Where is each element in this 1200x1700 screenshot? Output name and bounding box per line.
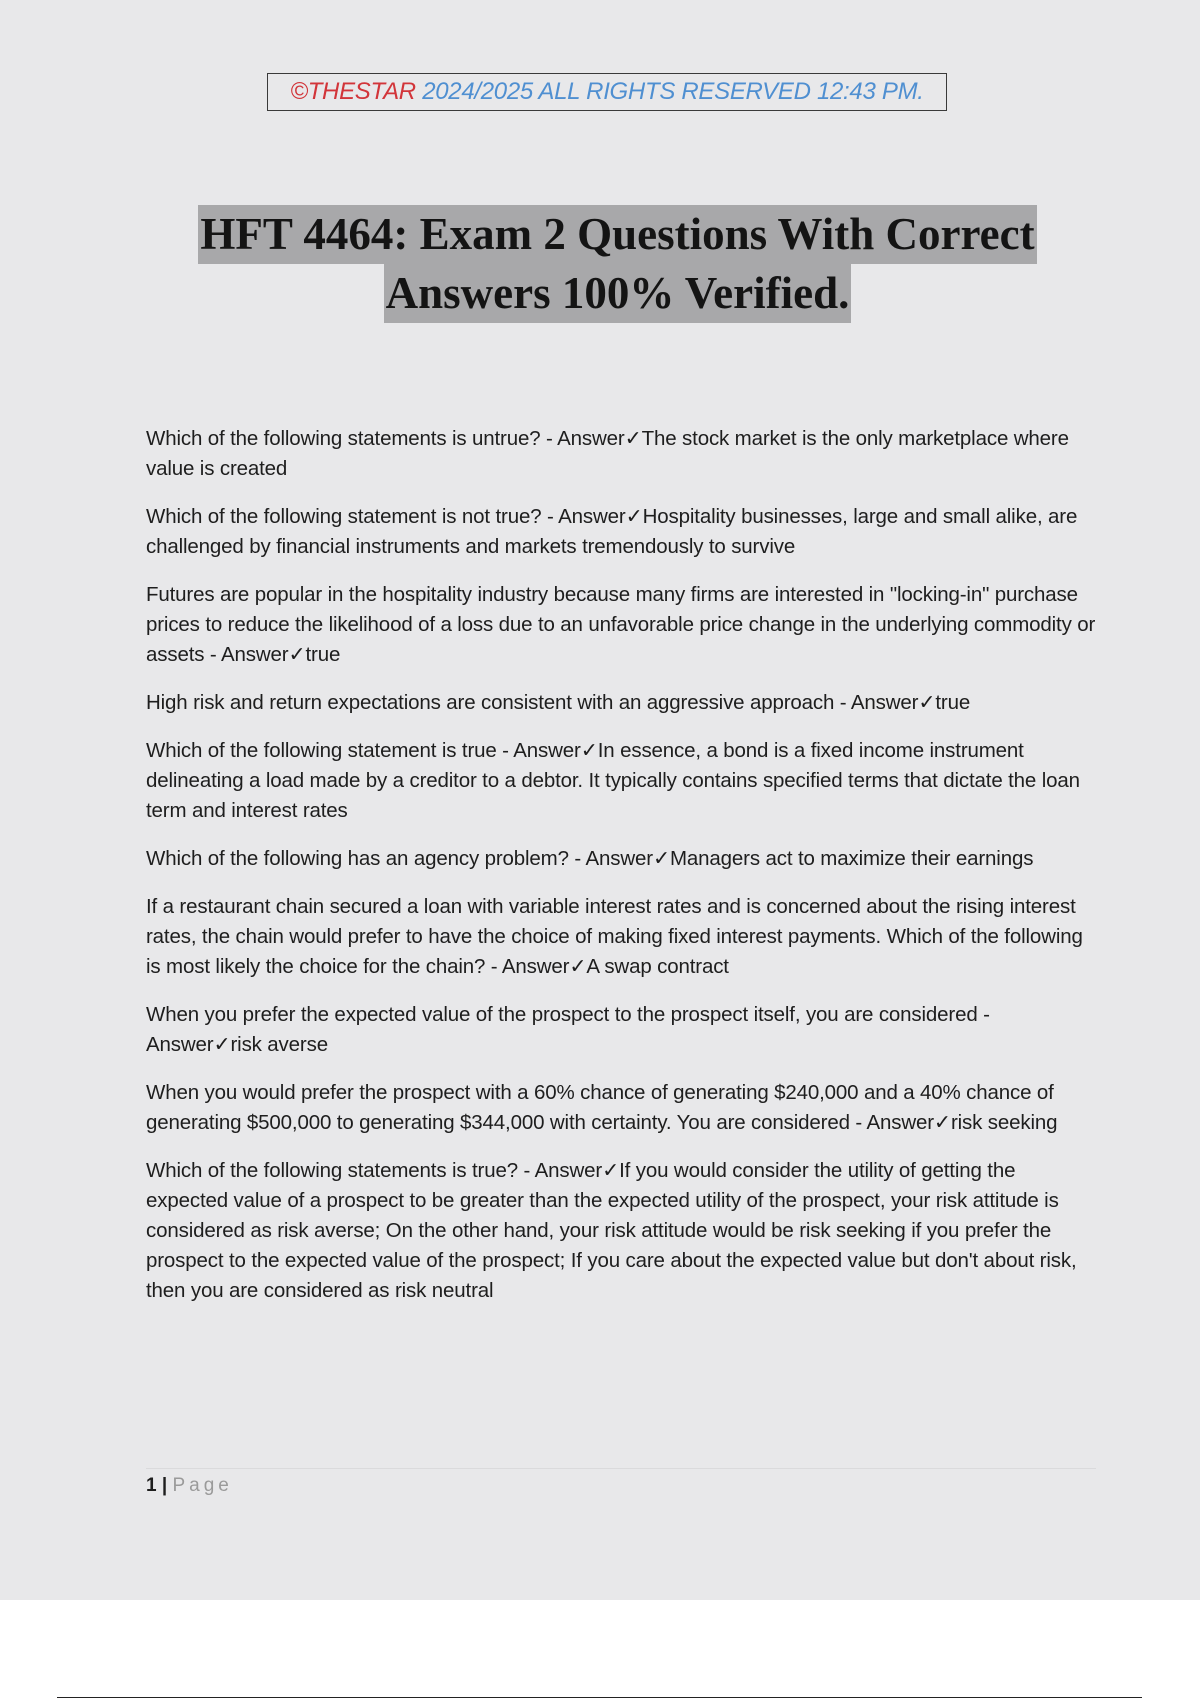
qa-item (146, 892, 1096, 982)
qa-item (146, 1156, 1096, 1306)
answer-marker: - Answer✓ (204, 643, 306, 666)
answer-marker: - Answer✓ (518, 1159, 620, 1182)
answer-marker: - Answer✓ (485, 955, 587, 978)
qa-item (146, 844, 1096, 874)
question-text: Which of the following statement is not true? (146, 505, 542, 528)
answer-marker: - Answer✓ (496, 739, 598, 762)
answer-marker: - Answer✓ (540, 427, 642, 450)
answer-marker: - Answer✓ (834, 691, 936, 714)
answer-text: risk averse (230, 1033, 328, 1056)
qa-item (146, 580, 1096, 670)
qa-item (146, 502, 1096, 562)
bottom-divider (57, 1697, 1142, 1698)
answer-marker: - Answer✓ (568, 847, 670, 870)
answer-marker: - Answer✓ (541, 505, 643, 528)
question-text: When you would prefer the prospect with a 60% chance of generating $240,000 and a 40% chance of generating $500,000 to generating $344,000 with certainty. You are considered (146, 1081, 1054, 1134)
qa-item (146, 424, 1096, 484)
question-text: Which of the following statements is true? (146, 1159, 518, 1182)
qa-item (146, 736, 1096, 826)
copyright-header (267, 73, 947, 111)
page-number: 1 (146, 1475, 157, 1496)
answer-text: true (935, 691, 971, 714)
question-text: Which of the following statements is untrue? (146, 427, 541, 450)
copyright-text: 2024/2025 ALL RIGHTS RESERVED 12:43 PM. (415, 78, 924, 105)
page-separator: | (156, 1475, 173, 1496)
qa-item (146, 1000, 1096, 1060)
question-text: Futures are popular in the hospitality industry because many firms are interested in "locking-in" purchase prices to reduce the likelihood of a loss due to an unfavorable price change in the underlying commodity or assets (146, 583, 1096, 666)
question-text: When you prefer the expected value of the prospect to the prospect itself, you are considered (146, 1003, 978, 1026)
answer-text: Managers act to maximize their earnings (670, 847, 1034, 870)
answer-marker: - Answer✓ (146, 1003, 990, 1056)
answer-text: If you would consider the utility of getting the expected value of a prospect to be greater than the expected utility of the prospect, your risk attitude is considered as risk averse; On the other hand, your risk attitude would be risk seeking if you prefer the prospect to the expected value of the prospect; If you care about the expected value but don't about risk, then you are considered as risk neutral (146, 1159, 1077, 1302)
page-label: Page (172, 1475, 233, 1496)
answer-text: The stock market is the only marketplace where value is created (146, 427, 1069, 480)
title-line-1: HFT 4464: Exam 2 Questions With Correct (198, 205, 1036, 264)
question-text: If a restaurant chain secured a loan with variable interest rates and is concerned about the rising interest rates, the chain would prefer to have the choice of making fixed interest payments. Which of the following is most likely the choice for the chain? (146, 895, 1083, 978)
question-text: High risk and return expectations are consistent with an aggressive approach (146, 691, 835, 714)
page-footer (146, 1473, 233, 1499)
answer-marker: - Answer✓ (849, 1111, 951, 1134)
document-title (0, 205, 1200, 323)
qa-item (146, 1078, 1096, 1138)
answer-text: Hospitality businesses, large and small alike, are challenged by financial instruments and markets tremendously to survive (146, 505, 1078, 558)
footer-divider (146, 1468, 1096, 1469)
title-line-2: Answers 100% Verified. (384, 264, 852, 323)
copyright-brand: ©THESTAR (290, 78, 416, 105)
qa-item (146, 688, 1096, 718)
question-text: Which of the following statement is true (146, 739, 497, 762)
answer-text: A swap contract (586, 955, 729, 978)
question-text: Which of the following has an agency problem? (146, 847, 569, 870)
answer-text: In essence, a bond is a fixed income instrument delineating a load made by a creditor to a debtor. It typically contains specified terms that dictate the loan term and interest rates (146, 739, 1080, 822)
answer-text: true (305, 643, 341, 666)
qa-list (146, 424, 1096, 1324)
answer-text: risk seeking (950, 1111, 1058, 1134)
